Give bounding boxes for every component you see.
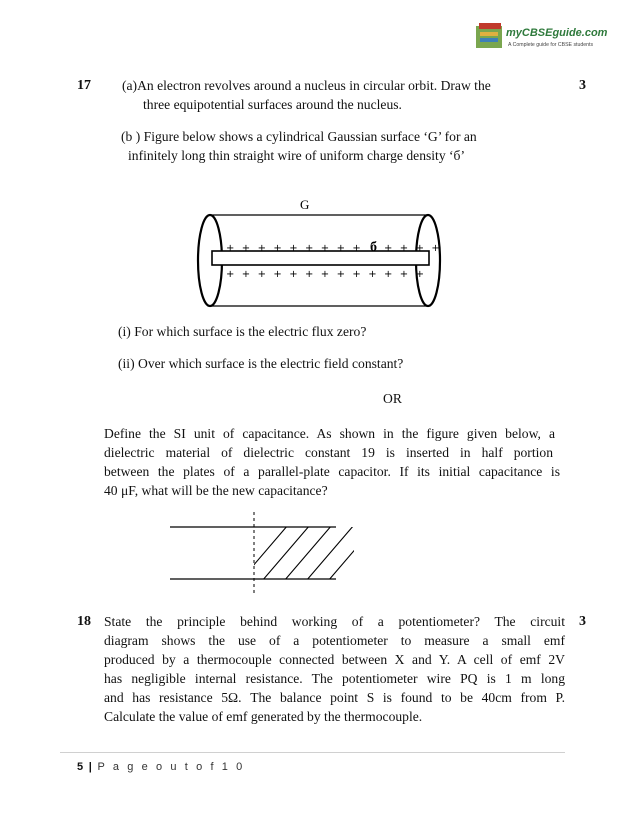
dielectric-hatching (234, 518, 382, 588)
q18-line-2: diagram shows the use of a potentiometer to measure a small emf (104, 633, 565, 648)
plus-charge: + (352, 243, 361, 254)
q17-part-b-line-1: (b ) Figure below shows a cylindrical Gaussian surface ‘G’ for an (121, 129, 477, 144)
plus-charges-bottom (226, 269, 424, 280)
mycbseguide-logo (474, 20, 608, 54)
figure-label-g: G (300, 197, 310, 212)
or-separator: OR (383, 391, 402, 406)
q17-part-a-line-1: (a)An electron revolves around a nucleus in circular orbit. Draw the (122, 78, 491, 93)
q18-line-6: Calculate the value of emf generated by the thermocouple. (104, 709, 423, 724)
logo-tagline: A Complete guide for CBSE students (508, 42, 594, 48)
q18-line-3: produced by a thermocouple connected between X and Y. A cell of emf 2V (104, 652, 565, 667)
question-17-number: 17 (77, 78, 91, 93)
plus-charge: + (273, 269, 282, 280)
charge-density-label: б (370, 240, 377, 255)
plus-charge: + (384, 269, 393, 280)
plus-charge: + (226, 243, 235, 254)
q17-alt-line-2: dielectric material of dielectric constant 19 is inserted in half portion (104, 445, 553, 460)
footer-page-text: P a g e o u t o f 1 0 (97, 761, 245, 773)
q17-alt-line-3: between the plates of a parallel-plate capacitor. If its initial capacitance is (104, 464, 560, 479)
q17-alt-line-1: Define the SI unit of capacitance. As shown in the figure given below, a (104, 426, 555, 441)
question-18-number: 18 (77, 614, 91, 629)
logo-brand-text: myCBSEguide.com (506, 27, 608, 39)
q17-alt-line-4: 40 μF, what will be the new capacitance? (104, 483, 328, 498)
plus-charge: + (384, 243, 393, 254)
plus-charge: + (431, 243, 440, 254)
plus-charge: + (336, 243, 345, 254)
q17-sub-question-ii: (ii) Over which surface is the electric field constant? (118, 356, 404, 371)
plus-charge: + (273, 243, 282, 254)
footer-page-number: 5 (77, 761, 84, 773)
plus-charge: + (399, 269, 409, 280)
plus-charge: + (305, 243, 314, 254)
q17-sub-question-i: (i) For which surface is the electric flux zero? (118, 324, 367, 339)
question-17-marks: 3 (579, 78, 586, 93)
plus-charge: + (241, 269, 251, 280)
plus-charge: + (352, 269, 361, 280)
plus-charge: + (320, 269, 330, 280)
plus-charge: + (368, 269, 377, 280)
plus-charge: + (257, 269, 266, 280)
q18-line-5: and has resistance 5Ω. The balance point S is found to be 40cm from P. (104, 690, 565, 705)
plus-charge: + (257, 243, 266, 254)
plus-charge: + (241, 243, 251, 254)
q18-line-1: State the principle behind working of a potentiometer? The circuit (104, 614, 565, 629)
plus-charge: + (289, 269, 298, 280)
q18-line-4: has negligible internal resistance. The potentiometer wire PQ is 1 m long (104, 671, 565, 686)
plus-charge: + (289, 243, 298, 254)
question-18-marks: 3 (579, 614, 586, 629)
plus-charge: + (399, 243, 409, 254)
footer-rule (60, 752, 565, 753)
plus-charge: + (305, 269, 314, 280)
plus-charge: + (336, 269, 345, 280)
footer-separator: | (88, 761, 92, 773)
q17-part-b-line-2: infinitely long thin straight wire of uniform charge density ‘б’ (128, 148, 465, 163)
plus-charge: + (320, 243, 330, 254)
plus-charge: + (415, 269, 424, 280)
plus-charge: + (415, 243, 424, 254)
plus-charge: + (226, 269, 235, 280)
q17-part-a-line-2: three equipotential surfaces around the nucleus. (143, 97, 402, 112)
capacitor-dielectric-figure (160, 508, 360, 600)
page-footer (77, 761, 245, 773)
gaussian-cylinder-figure (190, 190, 450, 315)
